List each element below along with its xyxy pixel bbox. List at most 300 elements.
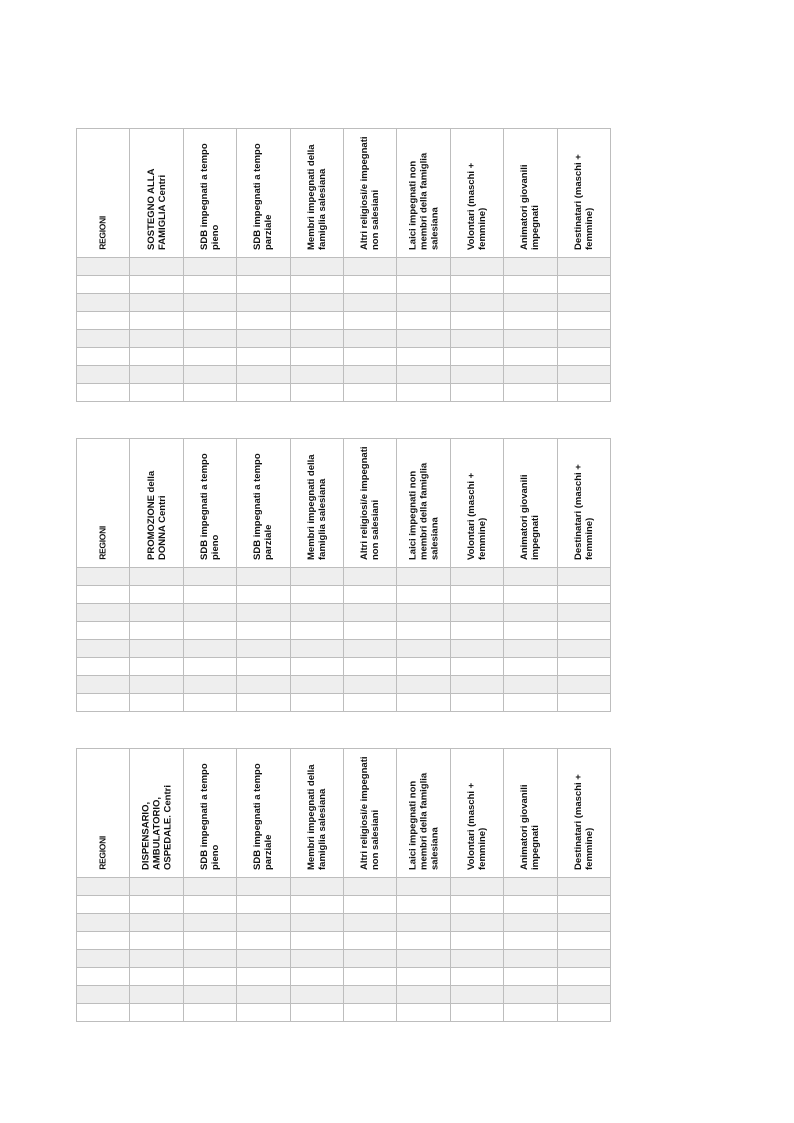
table-cell[interactable] [343,640,396,658]
header-laici: Laici impegnati non membri della famiglia salesiana [407,152,441,250]
table-cell[interactable] [504,276,557,294]
header-animatori: Animatori giovanili impegnati [519,474,542,560]
header-cell [504,749,557,878]
table-cell[interactable] [504,932,557,950]
table-cell[interactable] [77,676,130,694]
table-cell[interactable] [77,312,130,330]
table-cell[interactable] [130,604,183,622]
table-cell[interactable] [504,294,557,312]
table-cell[interactable] [290,968,343,986]
table-cell[interactable] [504,568,557,586]
table-cell[interactable] [77,658,130,676]
table-cell[interactable] [183,640,236,658]
table-cell[interactable] [397,586,450,604]
table-cell[interactable] [397,950,450,968]
table-row [77,568,611,586]
table-cell[interactable] [237,384,290,402]
table-cell[interactable] [237,914,290,932]
table-row [77,968,611,986]
table-cell[interactable] [343,968,396,986]
table-cell[interactable] [130,384,183,402]
table-cell[interactable] [130,676,183,694]
header-cell [77,749,130,878]
table-cell[interactable] [450,640,503,658]
table-cell[interactable] [397,366,450,384]
table-cell[interactable] [343,384,396,402]
header-altri-religiosi: Altri religiosi/e impegnati non salesiani [359,136,382,250]
table-cell[interactable] [130,312,183,330]
table-cell[interactable] [397,878,450,896]
table-cell[interactable] [343,950,396,968]
table-cell[interactable] [130,640,183,658]
table-row [77,258,611,276]
table-cell[interactable] [237,276,290,294]
table-cell[interactable] [343,622,396,640]
table-cell[interactable] [183,622,236,640]
table-cell[interactable] [130,276,183,294]
table-cell[interactable] [504,658,557,676]
table-cell[interactable] [183,658,236,676]
table-cell[interactable] [450,914,503,932]
header-sdb-pieno: SDB impegnati a tempo pieno [198,453,221,560]
table-cell[interactable] [450,878,503,896]
table-cell[interactable] [343,258,396,276]
header-membri: Membri impegnati della famiglia salesiana [305,144,328,250]
table-cell[interactable] [290,694,343,712]
table-cell[interactable] [130,294,183,312]
table-cell[interactable] [183,348,236,366]
table-row [77,640,611,658]
table-row [77,986,611,1004]
table-cell[interactable] [557,640,610,658]
table-cell[interactable] [557,312,610,330]
table-cell[interactable] [450,568,503,586]
table-cell[interactable] [237,586,290,604]
table-cell[interactable] [343,312,396,330]
table-cell[interactable] [397,676,450,694]
table-cell[interactable] [290,258,343,276]
header-volontari: Volontari (maschi + femmine) [465,782,488,870]
table-cell[interactable] [343,1004,396,1022]
table-cell[interactable] [557,986,610,1004]
table-cell[interactable] [450,950,503,968]
table-cell[interactable] [77,932,130,950]
table-cell[interactable] [504,366,557,384]
header-cell [183,129,236,258]
table-cell[interactable] [237,294,290,312]
table-cell[interactable] [504,968,557,986]
table-row [77,694,611,712]
table-cell[interactable] [343,878,396,896]
table-cell[interactable] [450,312,503,330]
table-cell[interactable] [343,568,396,586]
header-sdb-parziale: SDB impegnati a tempo parziale [252,143,275,250]
table-cell[interactable] [397,294,450,312]
header-cell [504,129,557,258]
header-altri-religiosi: Altri religiosi/e impegnati non salesiani [359,756,382,870]
table-cell[interactable] [77,914,130,932]
table-cell[interactable] [450,348,503,366]
table-cell[interactable] [237,658,290,676]
table-cell[interactable] [397,384,450,402]
table-sostegno-famiglia [76,128,611,402]
table-cell[interactable] [77,694,130,712]
table-cell[interactable] [504,604,557,622]
table-cell[interactable] [237,330,290,348]
table-cell[interactable] [450,896,503,914]
table-cell[interactable] [290,658,343,676]
table-cell[interactable] [343,676,396,694]
table-cell[interactable] [343,932,396,950]
table-cell[interactable] [450,586,503,604]
header-row [77,439,611,568]
header-cell [450,129,503,258]
table-cell[interactable] [290,330,343,348]
table-cell[interactable] [343,586,396,604]
table-cell[interactable] [504,1004,557,1022]
table-cell[interactable] [77,384,130,402]
header-cell [343,749,396,878]
table-cell[interactable] [130,986,183,1004]
table-cell[interactable] [77,366,130,384]
table-cell[interactable] [237,676,290,694]
table-cell[interactable] [504,950,557,968]
header-volontari: Volontari (maschi + femmine) [465,472,488,560]
header-animatori: Animatori giovanili impegnati [519,164,542,250]
header-cell [504,439,557,568]
table-cell[interactable] [290,604,343,622]
table-cell[interactable] [290,1004,343,1022]
table-cell[interactable] [397,932,450,950]
table-cell[interactable] [237,366,290,384]
table-cell[interactable] [237,932,290,950]
table-cell[interactable] [130,366,183,384]
table-cell[interactable] [397,604,450,622]
table-cell[interactable] [237,950,290,968]
table-cell[interactable] [343,366,396,384]
table-cell[interactable] [557,330,610,348]
table-cell[interactable] [290,896,343,914]
header-cell [557,749,610,878]
table-cell[interactable] [77,622,130,640]
table-cell[interactable] [237,604,290,622]
table-cell[interactable] [557,622,610,640]
table-cell[interactable] [183,586,236,604]
table-cell[interactable] [397,914,450,932]
table-cell[interactable] [290,950,343,968]
table-cell[interactable] [450,294,503,312]
table-cell[interactable] [130,950,183,968]
table-cell[interactable] [504,694,557,712]
table-cell[interactable] [130,658,183,676]
table-cell[interactable] [504,896,557,914]
header-cell [343,129,396,258]
table-cell[interactable] [504,878,557,896]
table-cell[interactable] [557,1004,610,1022]
table-cell[interactable] [290,878,343,896]
table-cell[interactable] [450,676,503,694]
table-cell[interactable] [557,366,610,384]
table-cell[interactable] [130,586,183,604]
table-cell[interactable] [557,914,610,932]
table-cell[interactable] [504,986,557,1004]
table-cell[interactable] [183,294,236,312]
table-cell[interactable] [237,968,290,986]
header-regioni: REGIONI [97,216,108,250]
table-cell[interactable] [183,312,236,330]
table-cell[interactable] [183,604,236,622]
table-cell[interactable] [397,348,450,366]
table-cell[interactable] [237,348,290,366]
table-cell[interactable] [290,384,343,402]
header-centri: SOSTEGNO ALLA FAMIGLIA Centri [145,168,168,250]
table-cell[interactable] [504,640,557,658]
header-sdb-pieno: SDB impegnati a tempo pieno [198,763,221,870]
table-cell[interactable] [450,1004,503,1022]
table-cell[interactable] [397,658,450,676]
table-cell[interactable] [504,348,557,366]
table-cell[interactable] [237,568,290,586]
table-cell[interactable] [183,968,236,986]
table-cell[interactable] [450,968,503,986]
table-cell[interactable] [130,932,183,950]
table-cell[interactable] [290,568,343,586]
table-cell[interactable] [183,676,236,694]
table-cell[interactable] [343,914,396,932]
table-cell[interactable] [290,348,343,366]
table-row [77,914,611,932]
table-cell[interactable] [290,932,343,950]
table-row [77,348,611,366]
table-cell[interactable] [397,622,450,640]
table-cell[interactable] [130,568,183,586]
table-cell[interactable] [237,258,290,276]
table-cell[interactable] [183,1004,236,1022]
table-cell[interactable] [557,896,610,914]
table-cell[interactable] [397,312,450,330]
header-cell [77,129,130,258]
table-cell[interactable] [183,694,236,712]
table-cell[interactable] [290,586,343,604]
table-cell[interactable] [77,896,130,914]
table-cell[interactable] [450,986,503,1004]
table-cell[interactable] [77,258,130,276]
table-row [77,658,611,676]
table-cell[interactable] [397,258,450,276]
table-cell[interactable] [130,896,183,914]
table-cell[interactable] [290,366,343,384]
table-cell[interactable] [237,986,290,1004]
table-cell[interactable] [130,622,183,640]
header-cell [397,749,450,878]
table-row [77,276,611,294]
table-cell[interactable] [183,986,236,1004]
table-cell[interactable] [183,330,236,348]
table-cell[interactable] [183,914,236,932]
table-cell[interactable] [450,384,503,402]
table-cell[interactable] [77,586,130,604]
table-cell[interactable] [504,676,557,694]
table-cell[interactable] [450,694,503,712]
table-cell[interactable] [343,986,396,1004]
table-cell[interactable] [130,968,183,986]
table-cell[interactable] [450,622,503,640]
table-cell[interactable] [77,276,130,294]
table-row [77,1004,611,1022]
table-cell[interactable] [290,276,343,294]
table-cell[interactable] [237,312,290,330]
table-cell[interactable] [183,366,236,384]
table-cell[interactable] [397,1004,450,1022]
header-cell [237,749,290,878]
table-cell[interactable] [504,330,557,348]
header-cell [290,129,343,258]
table-row [77,384,611,402]
header-membri: Membri impegnati della famiglia salesiana [305,764,328,870]
table-cell[interactable] [557,604,610,622]
table-cell[interactable] [130,330,183,348]
header-animatori: Animatori giovanili impegnati [519,784,542,870]
table-cell[interactable] [77,878,130,896]
table-cell[interactable] [397,986,450,1004]
table-cell[interactable] [77,330,130,348]
table-cell[interactable] [77,568,130,586]
table-cell[interactable] [343,330,396,348]
table-cell[interactable] [183,878,236,896]
table-cell[interactable] [77,294,130,312]
table-cell[interactable] [183,384,236,402]
table-cell[interactable] [557,658,610,676]
table-row [77,878,611,896]
table-cell[interactable] [343,694,396,712]
table-cell[interactable] [237,622,290,640]
table-cell[interactable] [450,366,503,384]
table-cell[interactable] [237,694,290,712]
table-cell[interactable] [557,878,610,896]
table-cell[interactable] [343,896,396,914]
table-cell[interactable] [557,568,610,586]
table-cell[interactable] [130,258,183,276]
table-cell[interactable] [77,604,130,622]
table-cell[interactable] [130,914,183,932]
table-cell[interactable] [504,384,557,402]
table-cell[interactable] [504,914,557,932]
table-cell[interactable] [343,276,396,294]
table-cell[interactable] [290,312,343,330]
table-cell[interactable] [130,694,183,712]
table-cell[interactable] [397,640,450,658]
table-row [77,950,611,968]
table-cell[interactable] [77,968,130,986]
table-cell[interactable] [397,694,450,712]
header-destinatari: Destinatari (maschi + femmine) [572,774,595,870]
table-cell[interactable] [397,330,450,348]
table-cell[interactable] [183,568,236,586]
table-cell[interactable] [450,276,503,294]
header-row [77,749,611,878]
header-cell [557,129,610,258]
table-cell[interactable] [397,968,450,986]
table-cell[interactable] [237,896,290,914]
table-cell[interactable] [77,1004,130,1022]
table-cell[interactable] [397,568,450,586]
table-cell[interactable] [290,986,343,1004]
header-volontari: Volontari (maschi + femmine) [465,162,488,250]
header-cell [183,439,236,568]
header-cell [77,439,130,568]
header-laici: Laici impegnati non membri della famiglia salesiana [407,772,441,870]
table-cell[interactable] [397,276,450,294]
table-cell[interactable] [450,258,503,276]
table-cell[interactable] [557,294,610,312]
table-cell[interactable] [557,694,610,712]
table-cell[interactable] [504,258,557,276]
table-cell[interactable] [183,896,236,914]
table-cell[interactable] [77,950,130,968]
table-cell[interactable] [237,640,290,658]
table-cell[interactable] [450,330,503,348]
table-cell[interactable] [557,276,610,294]
table-cell[interactable] [183,258,236,276]
table-cell[interactable] [557,586,610,604]
table-cell[interactable] [183,276,236,294]
header-cell [450,749,503,878]
table-row [77,366,611,384]
table-cell[interactable] [343,658,396,676]
table-cell[interactable] [130,348,183,366]
table-cell[interactable] [237,1004,290,1022]
table-cell[interactable] [183,932,236,950]
table-cell[interactable] [130,878,183,896]
table-cell[interactable] [290,622,343,640]
table-cell[interactable] [450,658,503,676]
header-cell [290,749,343,878]
table-cell[interactable] [343,294,396,312]
table-cell[interactable] [557,676,610,694]
table-cell[interactable] [290,294,343,312]
table-cell[interactable] [237,878,290,896]
table-cell[interactable] [77,640,130,658]
table-cell[interactable] [557,950,610,968]
table-cell[interactable] [77,348,130,366]
table-cell[interactable] [290,676,343,694]
table-cell[interactable] [557,968,610,986]
table-cell[interactable] [183,950,236,968]
table-cell[interactable] [504,586,557,604]
table-cell[interactable] [557,932,610,950]
header-membri: Membri impegnati della famiglia salesiana [305,454,328,560]
table-cell[interactable] [557,384,610,402]
table-cell[interactable] [557,348,610,366]
table-cell[interactable] [343,348,396,366]
table-cell[interactable] [557,258,610,276]
table-cell[interactable] [77,986,130,1004]
table-cell[interactable] [504,622,557,640]
table-cell[interactable] [343,604,396,622]
table-cell[interactable] [130,1004,183,1022]
table-cell[interactable] [504,312,557,330]
table-cell[interactable] [290,640,343,658]
table-row [77,586,611,604]
table-cell[interactable] [397,896,450,914]
header-destinatari: Destinatari (maschi + femmine) [572,464,595,560]
table-cell[interactable] [450,604,503,622]
header-sdb-parziale: SDB impegnati a tempo parziale [252,453,275,560]
header-row [77,129,611,258]
table-cell[interactable] [290,914,343,932]
table-cell[interactable] [450,932,503,950]
header-sdb-pieno: SDB impegnati a tempo pieno [198,143,221,250]
